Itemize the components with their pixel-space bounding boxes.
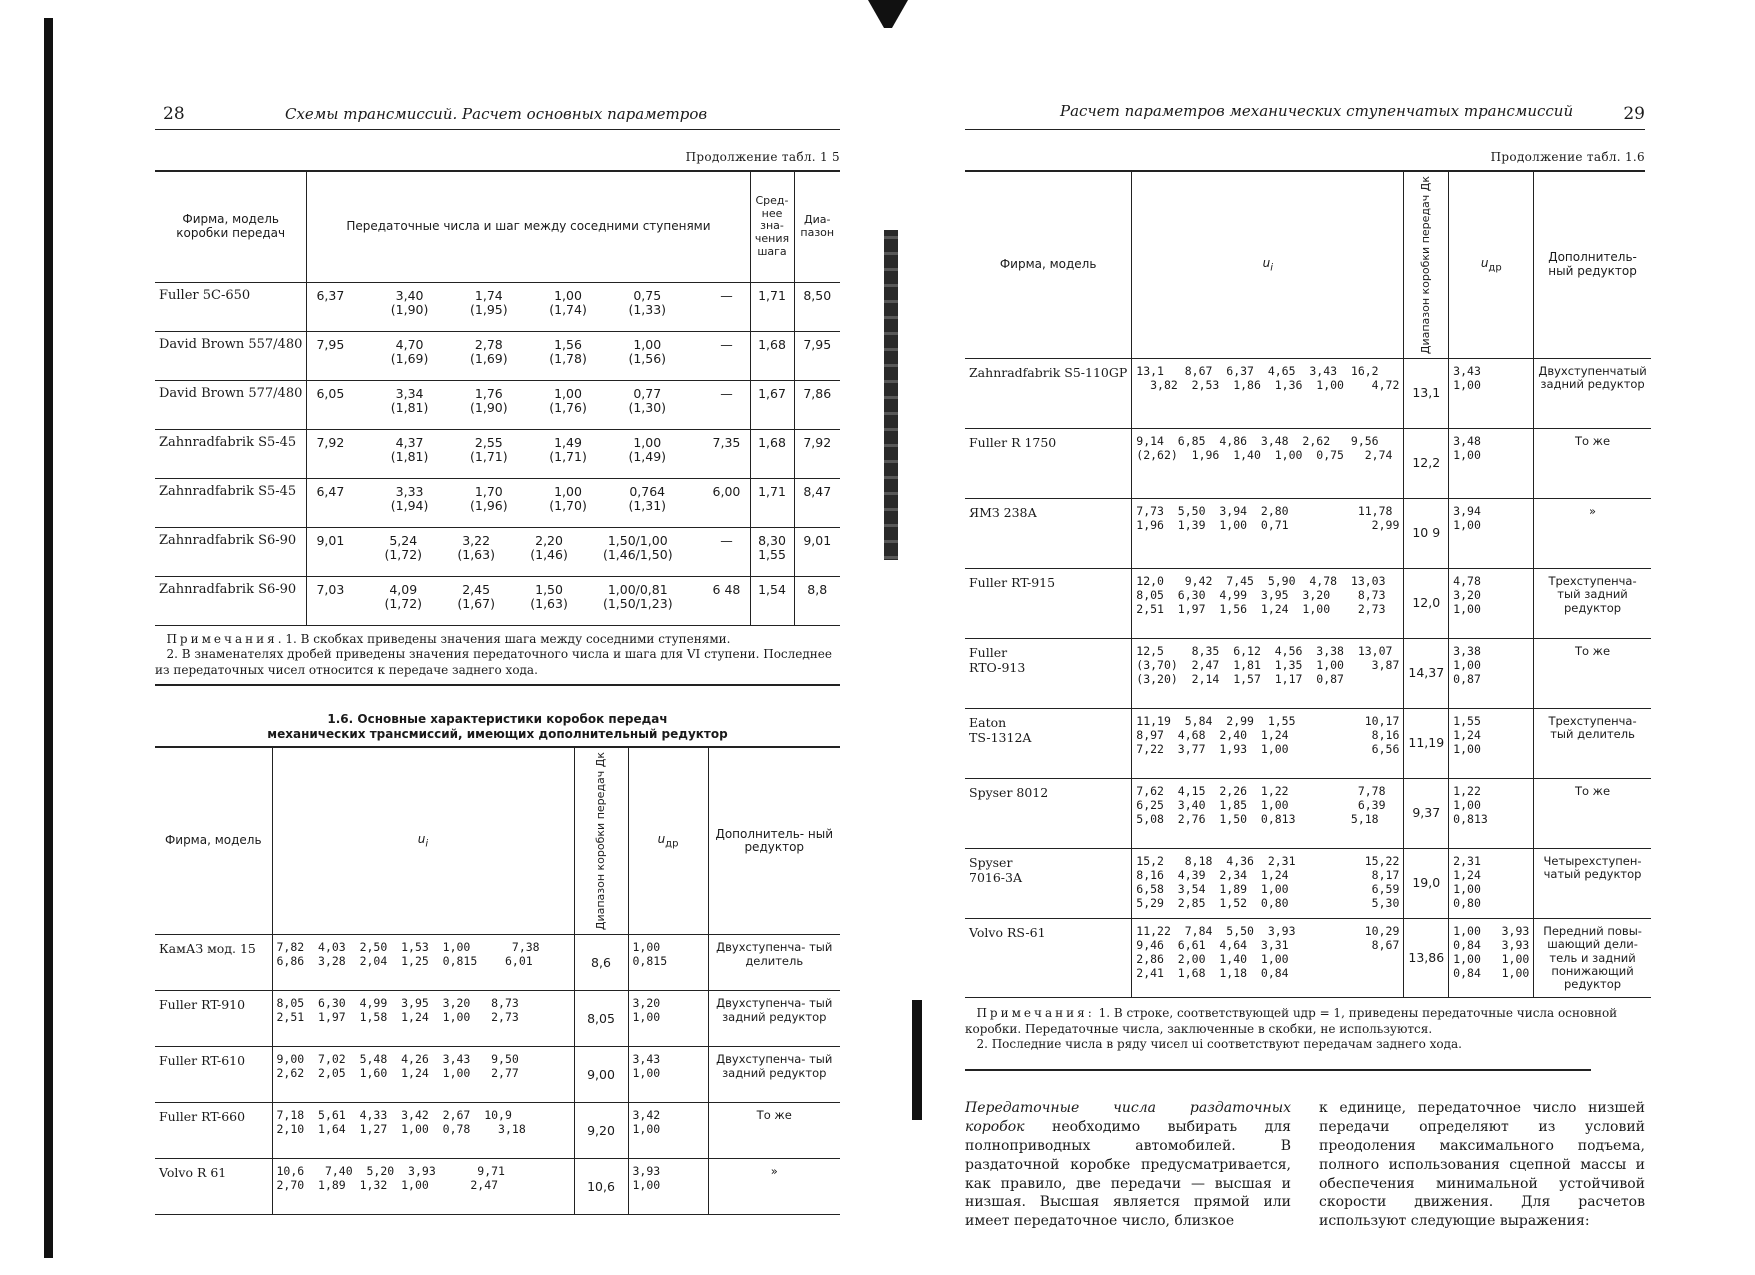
cell-range: 7,92 [794, 429, 840, 478]
cell-ui: 11,19 5,84 2,99 1,55 10,17 8,97 4,68 2,40 1,24 8,16 7,22 3,77 1,93 1,00 6,56 [1132, 709, 1404, 779]
cell-udr: 3,94 1,00 [1449, 499, 1534, 569]
col-header-model: Фирма, модель [965, 172, 1132, 359]
cell-model: Zahnradfabrik S6-90 [155, 527, 307, 576]
ratio-value: — [720, 532, 733, 548]
table-row [965, 639, 1651, 709]
cell-udr: 4,78 3,20 1,00 [1449, 569, 1534, 639]
table-row [155, 1159, 840, 1215]
ratio-value: 2,78 (1,69) [470, 336, 508, 366]
col-header-ratios: Передаточные числа и шаг между соседними ступенями [307, 172, 750, 282]
ratio-value: 1,74 (1,95) [470, 287, 508, 317]
cell-ui: 13,1 8,67 6,37 4,65 3,43 16,2 3,82 2,53 1,86 1,36 1,00 4,72 [1132, 359, 1404, 429]
ratio-value: 7,95 [316, 336, 345, 352]
cell-udr: 3,20 1,00 [628, 991, 708, 1047]
note-2: 2. В знаменателях дробей приведены значения передаточного числа и шага для VI ступени. Последнее из передаточных чисел относится к передаче заднего хода. [155, 647, 832, 677]
table-row [965, 429, 1651, 499]
col-header-avg-step: Сред- нее зна- чения шага [750, 172, 794, 282]
table-row [155, 576, 840, 625]
col-header-range: Диапазон коробки передач Дк [574, 748, 628, 935]
ratio-value: 0,75 (1,33) [628, 287, 667, 317]
col-header-range: Диапазон коробки передач Дк [1404, 172, 1449, 359]
cell-extra-reducer: Двухступенча- тый задний редуктор [708, 991, 840, 1047]
cell-model: David Brown 577/480 [155, 380, 307, 429]
ratio-value: 3,34 (1,81) [390, 385, 429, 415]
cell-ui: 15,2 8,18 4,36 2,31 15,22 8,16 4,39 2,34 1,24 8,17 6,58 3,54 1,89 1,00 6,59 5,29 2,85 1,52 0,80 5,30 [1132, 849, 1404, 919]
cell-extra-reducer: Трехступенча- тый задний редуктор [1534, 569, 1651, 639]
table-row [155, 282, 840, 331]
cell-ui: 7,73 5,50 3,94 2,80 11,78 1,96 1,39 1,00 0,71 2,99 [1132, 499, 1404, 569]
cell-model: Volvo RS-61 [965, 919, 1132, 998]
cell-model: Zahnradfabrik S5-110GP [965, 359, 1132, 429]
cell-extra-reducer: Двухступенчатый задний редуктор [1534, 359, 1651, 429]
table-1-6-continued [965, 172, 1651, 998]
col-header-udr: $u_{др}$ [1449, 172, 1534, 359]
cell-udr: 3,38 1,00 0,87 [1449, 639, 1534, 709]
table-row [155, 1103, 840, 1159]
col-header-model: Фирма, модель [155, 748, 272, 935]
cell-extra-reducer: Четырехступен- чатый редуктор [1534, 849, 1651, 919]
ratio-value: 1,00 (1,70) [549, 483, 587, 513]
note-1: 1. В строке, соответствующей uдр = 1, приведены передаточные числа основной коробки. Передаточные числа, заключенные в скобки, не используются. [965, 1006, 1618, 1036]
cell-range: 12,2 [1404, 429, 1449, 499]
ratio-value: — [720, 336, 733, 352]
cell-udr: 2,31 1,24 1,00 0,80 [1449, 849, 1534, 919]
ratio-value: 7,03 [316, 581, 345, 597]
cell-model: КамАЗ мод. 15 [155, 935, 272, 991]
note-label: Примечания: [976, 1006, 1095, 1021]
ratio-value: 3,40 (1,90) [390, 287, 429, 317]
col-header-model: Фирма, модель коробки передач [155, 172, 307, 282]
cell-extra-reducer: То же [708, 1103, 840, 1159]
body-italic-term: Передаточные числа раздаточных коробок [965, 1100, 1291, 1135]
cell-range: 9,20 [574, 1103, 628, 1159]
right-page-header [965, 100, 1645, 130]
cell-extra-reducer: » [1534, 499, 1651, 569]
ratio-value: 7,92 [316, 434, 345, 450]
cell-ratios [307, 527, 750, 576]
cell-range: 9,37 [1404, 779, 1449, 849]
cell-model: Eaton TS-1312A [965, 709, 1132, 779]
cell-udr: 1,00 0,815 [628, 935, 708, 991]
cell-range: 7,95 [794, 331, 840, 380]
cell-model: Fuller 5C-650 [155, 282, 307, 331]
table-1-5 [155, 172, 840, 626]
cell-avg-step: 8,30 1,55 [750, 527, 794, 576]
body-text [965, 1099, 1645, 1231]
ratio-value: 4,09 (1,72) [384, 581, 423, 611]
cell-extra-reducer: То же [1534, 639, 1651, 709]
ratio-value: 1,00/0,81 (1,50/1,23) [602, 581, 673, 611]
cell-avg-step: 1,71 [750, 478, 794, 527]
cell-extra-reducer: » [708, 1159, 840, 1215]
cell-udr: 3,43 1,00 [628, 1047, 708, 1103]
cell-range: 14,37 [1404, 639, 1449, 709]
ratio-value: 4,70 (1,69) [390, 336, 429, 366]
col-header-ui: $u_i$ [272, 748, 574, 935]
ratio-value: 1,50 (1,63) [530, 581, 568, 611]
table16-title-line2: механических трансмиссий, имеющих дополнительный редуктор [267, 727, 728, 742]
table16-cont-caption: Продолжение табл. 1.6 [1490, 150, 1645, 164]
cell-range: 8,50 [794, 282, 840, 331]
ratio-value: 6,47 [316, 483, 345, 499]
cell-range: 11,19 [1404, 709, 1449, 779]
ratio-value: 1,50/1,00 (1,46/1,50) [602, 532, 673, 562]
table-row [155, 991, 840, 1047]
cell-range: 19,0 [1404, 849, 1449, 919]
cell-ui: 7,62 4,15 2,26 1,22 7,78 6,25 3,40 1,85 1,00 6,39 5,08 2,76 1,50 0,813 5,18 [1132, 779, 1404, 849]
ratio-value: 1,00 (1,76) [549, 385, 587, 415]
ratio-value: 6,00 [712, 483, 741, 499]
cell-range: 13,86 [1404, 919, 1449, 998]
cell-ratios [307, 576, 750, 625]
cell-model: ЯМЗ 238А [965, 499, 1132, 569]
cell-ui: 8,05 6,30 4,99 3,95 3,20 8,73 2,51 1,97 1,58 1,24 1,00 2,73 [272, 991, 574, 1047]
table-row [965, 499, 1651, 569]
cell-udr: 3,42 1,00 [628, 1103, 708, 1159]
cell-avg-step: 1,54 [750, 576, 794, 625]
ratio-value: 6,05 [316, 385, 345, 401]
cell-udr: 1,00 3,93 0,84 3,93 1,00 1,00 0,84 1,00 [1449, 919, 1534, 998]
cell-extra-reducer: То же [1534, 779, 1651, 849]
cell-model: Zahnradfabrik S6-90 [155, 576, 307, 625]
scan-spine-lower [912, 1000, 922, 1120]
cell-model: Fuller RT-660 [155, 1103, 272, 1159]
cell-ui: 9,14 6,85 4,86 3,48 2,62 9,56 (2,62) 1,96 1,40 1,00 0,75 2,74 [1132, 429, 1404, 499]
ratio-value: 1,56 (1,78) [549, 336, 587, 366]
cell-range: 8,05 [574, 991, 628, 1047]
right-page-number: 29 [1623, 104, 1645, 124]
table-row [965, 849, 1651, 919]
ratio-value: 1,49 (1,71) [549, 434, 587, 464]
ratio-value: 0,764 (1,31) [628, 483, 667, 513]
ratio-value: 7,35 [712, 434, 741, 450]
cell-udr: 1,22 1,00 0,813 [1449, 779, 1534, 849]
cell-udr: 1,55 1,24 1,00 [1449, 709, 1534, 779]
cell-extra-reducer: Трехступенча- тый делитель [1534, 709, 1651, 779]
right-running-title: Расчет параметров механических ступенчатых трансмиссий [1060, 102, 1574, 120]
cell-udr: 3,48 1,00 [1449, 429, 1534, 499]
cell-avg-step: 1,68 [750, 429, 794, 478]
ratio-value: 9,01 [316, 532, 345, 548]
col-header-extra: Дополнитель- ный редуктор [708, 748, 840, 935]
ratio-value: — [720, 385, 733, 401]
ratio-value: 1,00 (1,49) [628, 434, 667, 464]
ratio-value: 1,70 (1,96) [470, 483, 508, 513]
cell-model: Zahnradfabrik S5-45 [155, 429, 307, 478]
cell-range: 8,8 [794, 576, 840, 625]
ratio-value: 4,37 (1,81) [390, 434, 429, 464]
left-page [155, 100, 840, 1215]
cell-ui: 7,18 5,61 4,33 3,42 2,67 10,9 2,10 1,64 1,27 1,00 0,78 3,18 [272, 1103, 574, 1159]
scan-spine-top [868, 0, 908, 28]
cell-range: 9,01 [794, 527, 840, 576]
cell-ratios [307, 380, 750, 429]
table15-notes: Примечания. 1. В скобках приведены значения шага между соседними ступенями. 2. В знаменателях дробей приведены значения передаточного числа и шага для VI ступени. Последнее из передаточных чисел относится к передаче заднего хода. [155, 631, 832, 677]
scan-spine [884, 230, 898, 560]
cell-range: 10,6 [574, 1159, 628, 1215]
cell-range: 9,00 [574, 1047, 628, 1103]
ratio-value: 3,33 (1,94) [390, 483, 429, 513]
table-row [155, 380, 840, 429]
right-page [965, 100, 1645, 1231]
cell-model: Spyser 8012 [965, 779, 1132, 849]
ratio-value: 3,22 (1,63) [457, 532, 495, 562]
table-row [155, 1047, 840, 1103]
table-1-6 [155, 748, 840, 1215]
cell-ratios [307, 478, 750, 527]
ratio-value: 0,77 (1,30) [628, 385, 667, 415]
right-notes [965, 1006, 1645, 1053]
table-row [965, 359, 1651, 429]
cell-model: Fuller RTO-913 [965, 639, 1132, 709]
table-row [155, 331, 840, 380]
ratio-value: 1,00 (1,74) [549, 287, 587, 317]
ratio-value: 1,00 (1,56) [628, 336, 667, 366]
cell-ui: 10,6 7,40 5,20 3,93 9,71 2,70 1,89 1,32 1,00 2,47 [272, 1159, 574, 1215]
table-row [155, 527, 840, 576]
col-header-extra: Дополнитель- ный редуктор [1534, 172, 1651, 359]
cell-ui: 11,22 7,84 5,50 3,93 10,29 9,46 6,61 4,64 3,31 8,67 2,86 2,00 1,40 1,00 2,41 1,68 1,18 0,84 [1132, 919, 1404, 998]
cell-avg-step: 1,67 [750, 380, 794, 429]
cell-ui: 12,0 9,42 7,45 5,90 4,78 13,03 8,05 6,30 4,99 3,95 3,20 8,73 2,51 1,97 1,56 1,24 1,00 2,73 [1132, 569, 1404, 639]
table-row [965, 919, 1651, 998]
cell-udr: 3,43 1,00 [1449, 359, 1534, 429]
left-running-title: Схемы трансмиссий. Расчет основных параметров [285, 105, 708, 123]
col-header-range: Диа- пазон [794, 172, 840, 282]
cell-udr: 3,93 1,00 [628, 1159, 708, 1215]
cell-extra-reducer: Двухступенча- тый делитель [708, 935, 840, 991]
scan-edge-left [44, 18, 53, 1258]
table-row [965, 569, 1651, 639]
cell-model: Spyser 7016-3A [965, 849, 1132, 919]
table15-caption: Продолжение табл. 1 5 [685, 150, 840, 164]
body-col1-text: необходимо выбирать для полноприводных автомобилей. В раздаточной коробке предусматривается, как правило, две передачи — высшая и низшая. Высшая является прямой или имеет передаточное число, близкое [965, 1118, 1291, 1230]
cell-range: 10 9 [1404, 499, 1449, 569]
cell-range: 7,86 [794, 380, 840, 429]
note-1: 1. В скобках приведены значения шага между соседними ступенями. [285, 631, 731, 646]
ratio-value: 2,55 (1,71) [470, 434, 508, 464]
col-header-udr: $u_{др}$ [628, 748, 708, 935]
cell-model: Fuller RT-610 [155, 1047, 272, 1103]
note-2: 2. Последние числа в ряду чисел ui соответствуют передачам заднего хода. [976, 1037, 1462, 1052]
ratio-value: — [720, 287, 733, 303]
cell-extra-reducer: То же [1534, 429, 1651, 499]
cell-extra-reducer: Передний повы- шающий дели- тель и задний понижающий редуктор [1534, 919, 1651, 998]
table-row [965, 779, 1651, 849]
cell-model: David Brown 557/480 [155, 331, 307, 380]
body-column-1 [965, 1099, 1291, 1231]
cell-model: Fuller R 1750 [965, 429, 1132, 499]
ratio-value: 6 48 [712, 581, 741, 597]
cell-model: Volvo R 61 [155, 1159, 272, 1215]
cell-ui: 7,82 4,03 2,50 1,53 1,00 7,38 6,86 3,28 2,04 1,25 0,815 6,01 [272, 935, 574, 991]
cell-range: 12,0 [1404, 569, 1449, 639]
left-page-number: 28 [163, 104, 185, 124]
note-label: Примечания [166, 631, 278, 646]
ratio-value: 2,45 (1,67) [457, 581, 495, 611]
ratio-value: 1,76 (1,90) [470, 385, 508, 415]
table-row [155, 478, 840, 527]
cell-extra-reducer: Двухступенча- тый задний редуктор [708, 1047, 840, 1103]
cell-ratios [307, 331, 750, 380]
ratio-value: 5,24 (1,72) [384, 532, 423, 562]
cell-ratios [307, 282, 750, 331]
cell-avg-step: 1,68 [750, 331, 794, 380]
cell-ui: 12,5 8,35 6,12 4,56 3,38 13,07 (3,70) 2,47 1,81 1,35 1,00 3,87 (3,20) 2,14 1,57 1,17 0,87 [1132, 639, 1404, 709]
cell-model: Zahnradfabrik S5-45 [155, 478, 307, 527]
col-header-ui: $u_i$ [1132, 172, 1404, 359]
left-page-header [155, 100, 840, 130]
cell-model: Fuller RT-915 [965, 569, 1132, 639]
cell-range: 8,6 [574, 935, 628, 991]
cell-ratios [307, 429, 750, 478]
table-row [155, 935, 840, 991]
cell-ui: 9,00 7,02 5,48 4,26 3,43 9,50 2,62 2,05 1,60 1,24 1,00 2,77 [272, 1047, 574, 1103]
ratio-value: 6,37 [316, 287, 345, 303]
table-row [965, 709, 1651, 779]
cell-avg-step: 1,71 [750, 282, 794, 331]
cell-range: 8,47 [794, 478, 840, 527]
table16-title-line1: 1.6. Основные характеристики коробок передач [327, 712, 668, 727]
table16-title [155, 712, 840, 742]
cell-range: 13,1 [1404, 359, 1449, 429]
ratio-value: 2,20 (1,46) [530, 532, 568, 562]
body-column-2: к единице, передаточное число низшей передачи определяют из условий преодоления максимального подъема, полного использования сцепной массы и обеспечения минимальной устойчивой скорости движения. Для расчетов используют следующие выражения: [1319, 1100, 1645, 1230]
table-row [155, 429, 840, 478]
cell-model: Fuller RT-910 [155, 991, 272, 1047]
